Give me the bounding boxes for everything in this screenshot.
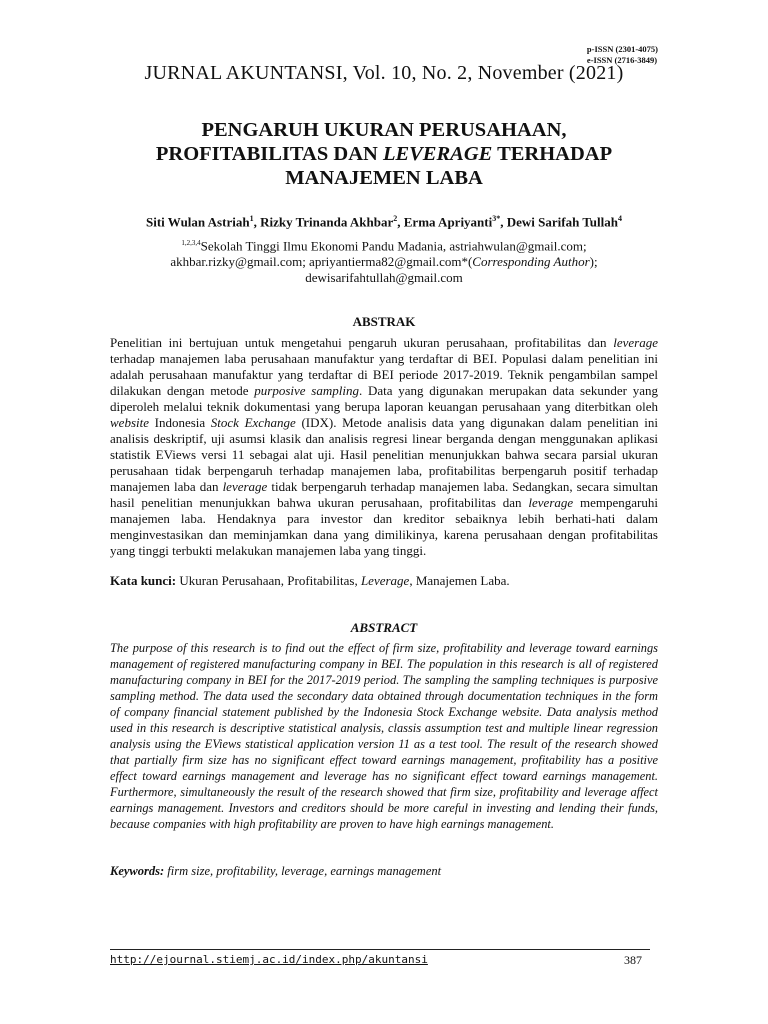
- e-issn: e-ISSN (2716-3849): [586, 55, 658, 65]
- kata-kunci: [110, 573, 658, 589]
- journal-url-link[interactable]: http://ejournal.stiemj.ac.id/index.php/akuntansi: [110, 953, 428, 966]
- author-sep: ,: [500, 214, 507, 230]
- abstrak-italic: leverage: [528, 495, 574, 510]
- abstrak-italic: website: [110, 415, 149, 430]
- title-line-2: [0, 142, 768, 166]
- paper-title: [0, 118, 768, 190]
- author-name: Erma Apriyanti: [403, 214, 493, 230]
- title-line-2c: TERHADAP: [492, 143, 613, 165]
- title-line-2b: LEVERAGE: [382, 143, 493, 165]
- author-sup: 1: [249, 214, 254, 223]
- abstrak-text: tidak berpengaruh terhadap manajemen laba. Sedangkan, secara simultan hasil penelitian menunjukkan bahwa ukuran perusahaan, profitabilitas dan: [110, 479, 658, 510]
- abstrak-text: Indonesia: [149, 415, 211, 430]
- kata-kunci-text: , Manajemen Laba.: [409, 573, 510, 588]
- abstrak-text: terhadap manajemen laba perusahaan manufaktur yang terdaftar di BEI. Populasi dalam penelitian ini adalah perusahaan manufaktur yang terdaftar di BEI periode 2017-2019. Teknik pengambilan sampel dilakukan dengan metode: [110, 351, 658, 398]
- abstrak-italic: Stock Exchange: [210, 415, 296, 430]
- keywords-label: Keywords:: [110, 864, 165, 878]
- title-line-1: PENGARUH UKURAN PERUSAHAAN,: [201, 119, 567, 141]
- abstract-body: The purpose of this research is to find out the effect of firm size, profitability and leverage toward earnings management of registered manufacturing company in BEI. The population in this research is all of registered manufacturing company in BEI for the 2017-2019 period. The sampling the sampling techniques is purposive sampling method. The data used the secondary data obtained through documentation techniques in the form of company financial statement published by the Indonesia Stock Exchange website. Data analysis method used in this research is descriptive statistical analysis, classis assumption test and multiple linear regression analysis using the EViews statistical application version 11 as a test tool. The result of the research showed that partially firm size has no significant effect toward earnings management, profitability has a positive effect toward earnings management and leverage has no significant effect toward earnings management. Furthermore, simultaneously the result of the research showed that firm size, profitability and leverage affect earnings management. Investors and creditors should be more careful in investing and lending their funds, because companies with high profitability are proven to have high earnings management.: [110, 641, 658, 831]
- affiliation-line-3: dewisarifahtullah@gmail.com: [305, 270, 463, 286]
- abstrak-text: (IDX). Metode analisis data yang digunakan dalam penelitian ini analisis deskriptif, uji asumsi klasik dan analisis regresi linear berganda dengan menggunakan aplikasi statistik EViews versi 11 sebagai alat uji. Hasil penelitian menunjukkan bahwa secara parsial ukuran perusahaan tidak berpengaruh terhadap manajemen laba, profitabilitas berpengaruh positif terhadap manajemen laba dan: [110, 415, 658, 494]
- author-name: Siti Wulan Astriah: [146, 214, 250, 230]
- footer-divider: [110, 949, 650, 950]
- kata-kunci-italic: Leverage: [360, 573, 410, 588]
- affiliation-text-1: Sekolah Tinggi Ilmu Ekonomi Pandu Madania, astriahwulan@gmail.com;: [200, 238, 587, 254]
- abstrak-italic: purposive sampling: [254, 383, 359, 398]
- author-name: Rizky Trinanda Akhbar: [260, 214, 394, 230]
- abstrak-text: mempengaruhi manajemen laba. Hendaknya para investor dan kreditor sebaiknya lebih berhati-hati dalam menginvestasikan dan meminjamkan dana yang dimilikinya, karena perusahaan dengan profitabilitas yang tinggi terbukti melakukan manajemen laba yang tinggi.: [110, 495, 658, 558]
- abstract-heading: ABSTRACT: [350, 620, 418, 635]
- title-line-2a: PROFITABILITAS DAN: [155, 143, 383, 165]
- corresponding-author-note: Corresponding Author: [472, 254, 590, 270]
- keywords: [110, 864, 658, 879]
- affiliation-text-2a: akhbar.rizky@gmail.com; apriyantierma82@gmail.com*(: [170, 254, 473, 270]
- p-issn: p-ISSN (2301-4075): [586, 44, 658, 54]
- author-sep: ,: [397, 214, 404, 230]
- abstrak-heading: ABSTRAK: [352, 314, 416, 329]
- abstrak-text: Penelitian ini bertujuan untuk mengetahui pengaruh ukuran perusahaan, profitabilitas dan: [110, 335, 614, 350]
- abstrak-italic: leverage: [222, 479, 268, 494]
- author-sep: ,: [253, 214, 261, 230]
- abstrak-italic: leverage: [613, 335, 658, 350]
- affiliation-line-2: [0, 254, 768, 270]
- affiliation-sup: 1,2,3,4: [181, 239, 201, 247]
- kata-kunci-label: Kata kunci:: [110, 573, 177, 588]
- keywords-text: firm size, profitability, leverage, earnings management: [164, 864, 442, 878]
- affiliation-line-1: [0, 235, 768, 254]
- author-sup: 4: [618, 214, 622, 223]
- page-number: 387: [624, 953, 642, 967]
- title-line-3: MANAJEMEN LABA: [285, 167, 483, 189]
- affiliation: [0, 235, 768, 286]
- abstrak-body: [110, 335, 658, 559]
- author-sup: 3*: [492, 214, 501, 223]
- author-sup: 2: [393, 214, 398, 223]
- kata-kunci-text: Ukuran Perusahaan, Profitabilitas,: [176, 573, 361, 588]
- author-list: [0, 214, 768, 230]
- journal-header: JURNAL AKUNTANSI, Vol. 10, No. 2, November (2021): [144, 62, 624, 84]
- abstrak-text: . Data yang digunakan merupakan data sekunder yang diperoleh melalui teknik dokumentasi yang berupa laporan keuangan perusahaan yang diterbitkan oleh: [110, 383, 658, 414]
- affiliation-text-2c: );: [589, 254, 598, 270]
- author-name: Dewi Sarifah Tullah: [506, 214, 618, 230]
